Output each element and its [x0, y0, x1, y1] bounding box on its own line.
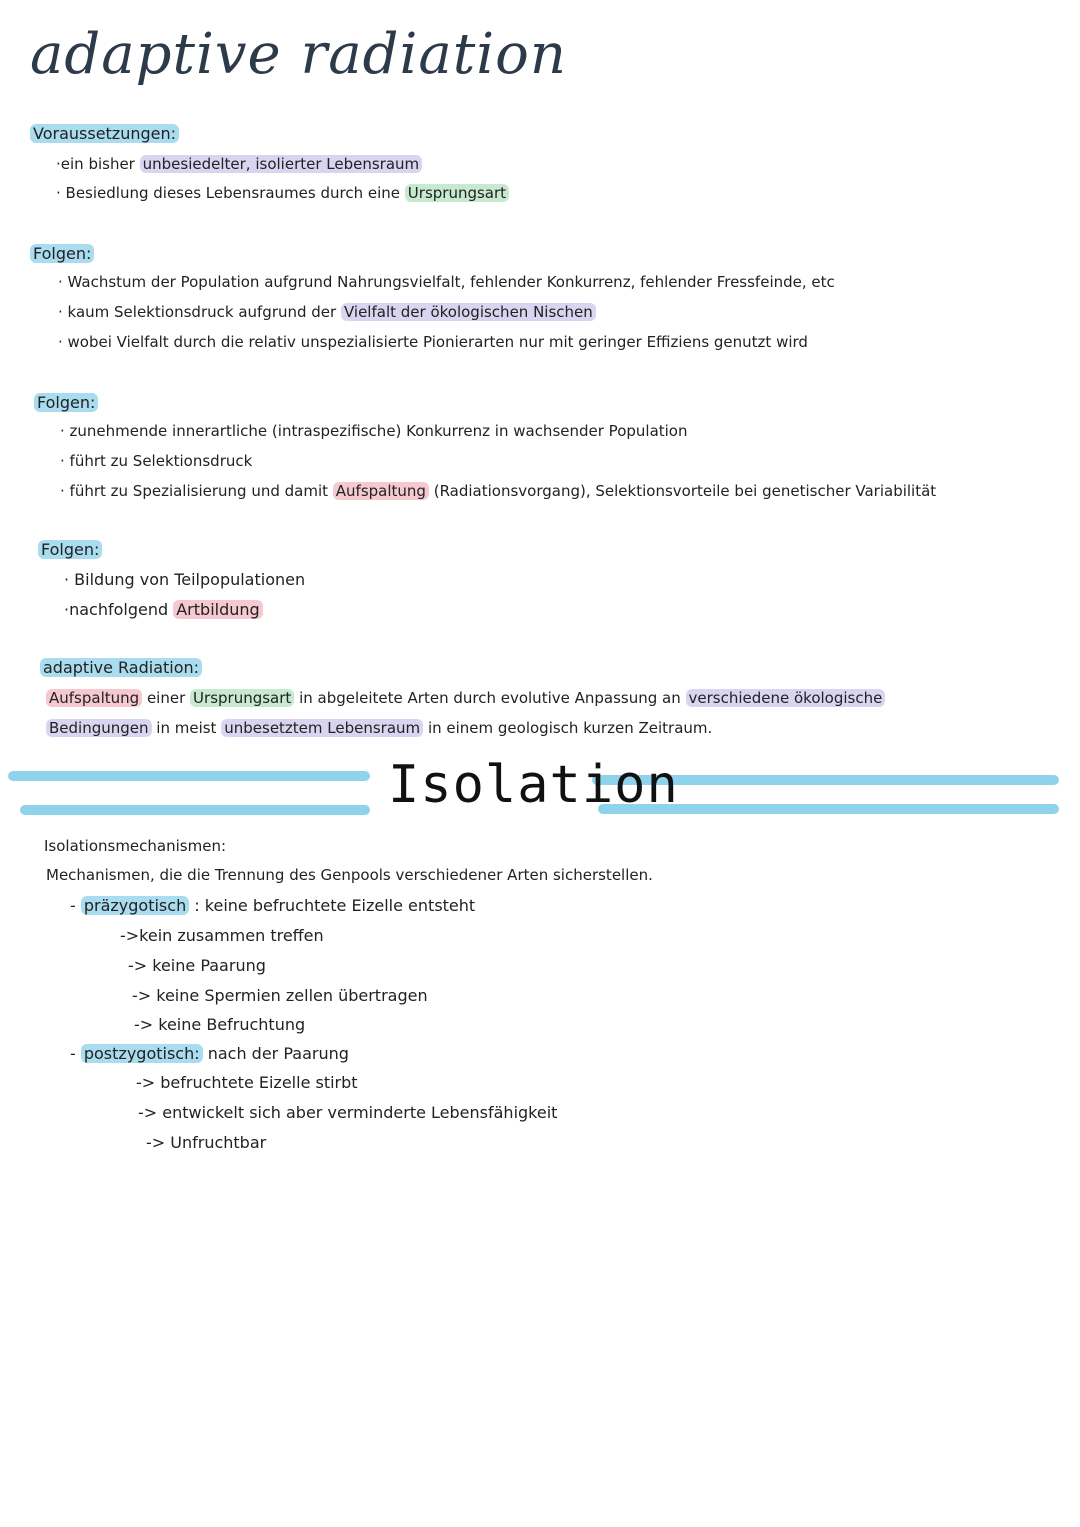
definition-line-1: Aufspaltung einer Ursprungsart in abgeleitete Arten durch evolutive Anpassung an verschiedene ökologische: [46, 689, 885, 707]
voraussetzung-item-2: · Besiedlung dieses Lebensraumes durch eine Ursprungsart: [56, 184, 509, 202]
folgen-heading-1: Folgen:: [30, 244, 94, 263]
folgen2-item-3: · führt zu Spezialisierung und damit Aufspaltung (Radiationsvorgang), Selektionsvorteile bei genetischer Variabilität: [60, 482, 937, 500]
folgen2-item-1: · zunehmende innerartliche (intraspezifische) Konkurrenz in wachsender Population: [60, 422, 688, 440]
prezygotic-sub-4: -> keine Befruchtung: [134, 1015, 306, 1034]
definition-line-2: Bedingungen in meist unbesetztem Lebensraum in einem geologisch kurzen Zeitraum.: [46, 719, 712, 737]
folgen1-item-2: · kaum Selektionsdruck aufgrund der Vielfalt der ökologischen Nischen: [58, 303, 596, 321]
postzygotic-sub-3: -> Unfruchtbar: [146, 1133, 267, 1152]
voraussetzungen-heading: Voraussetzungen:: [30, 124, 179, 143]
folgen2-item-2: · führt zu Selektionsdruck: [60, 452, 253, 470]
isolation-intro: Mechanismen, die die Trennung des Genpools verschiedener Arten sicherstellen.: [46, 866, 653, 884]
divider-bar-left-bottom: [20, 805, 370, 815]
page-title: adaptive radiation: [30, 22, 567, 87]
prezygotic-sub-2: -> keine Paarung: [128, 956, 266, 975]
folgen-heading-3: Folgen:: [38, 540, 102, 559]
postzygotic-item: - postzygotisch: nach der Paarung: [70, 1044, 349, 1063]
isolation-heading: Isolationsmechanismen:: [44, 837, 226, 855]
voraussetzung-item-1: ·ein bisher unbesiedelter, isolierter Lebensraum: [56, 155, 422, 173]
definition-heading: adaptive Radiation:: [40, 658, 202, 677]
postzygotic-sub-2: -> entwickelt sich aber verminderte Lebensfähigkeit: [138, 1103, 558, 1122]
prezygotic-item: - präzygotisch : keine befruchtete Eizelle entsteht: [70, 896, 476, 915]
isolation-title: Isolation: [388, 755, 679, 815]
prezygotic-sub-1: ->kein zusammen treffen: [120, 926, 324, 945]
folgen1-item-3: · wobei Vielfalt durch die relativ unspezialisierte Pionierarten nur mit geringer Effiziens genutzt wird: [58, 333, 808, 351]
prezygotic-sub-3: -> keine Spermien zellen übertragen: [132, 986, 428, 1005]
folgen-heading-2: Folgen:: [34, 393, 98, 412]
divider-bar-left-top: [8, 771, 370, 781]
folgen3-item-1: · Bildung von Teilpopulationen: [64, 570, 306, 589]
folgen3-item-2: ·nachfolgend Artbildung: [64, 600, 263, 619]
postzygotic-sub-1: -> befruchtete Eizelle stirbt: [136, 1073, 358, 1092]
folgen1-item-1: · Wachstum der Population aufgrund Nahrungsvielfalt, fehlender Konkurrenz, fehlender Fressfeinde, etc: [58, 273, 835, 291]
